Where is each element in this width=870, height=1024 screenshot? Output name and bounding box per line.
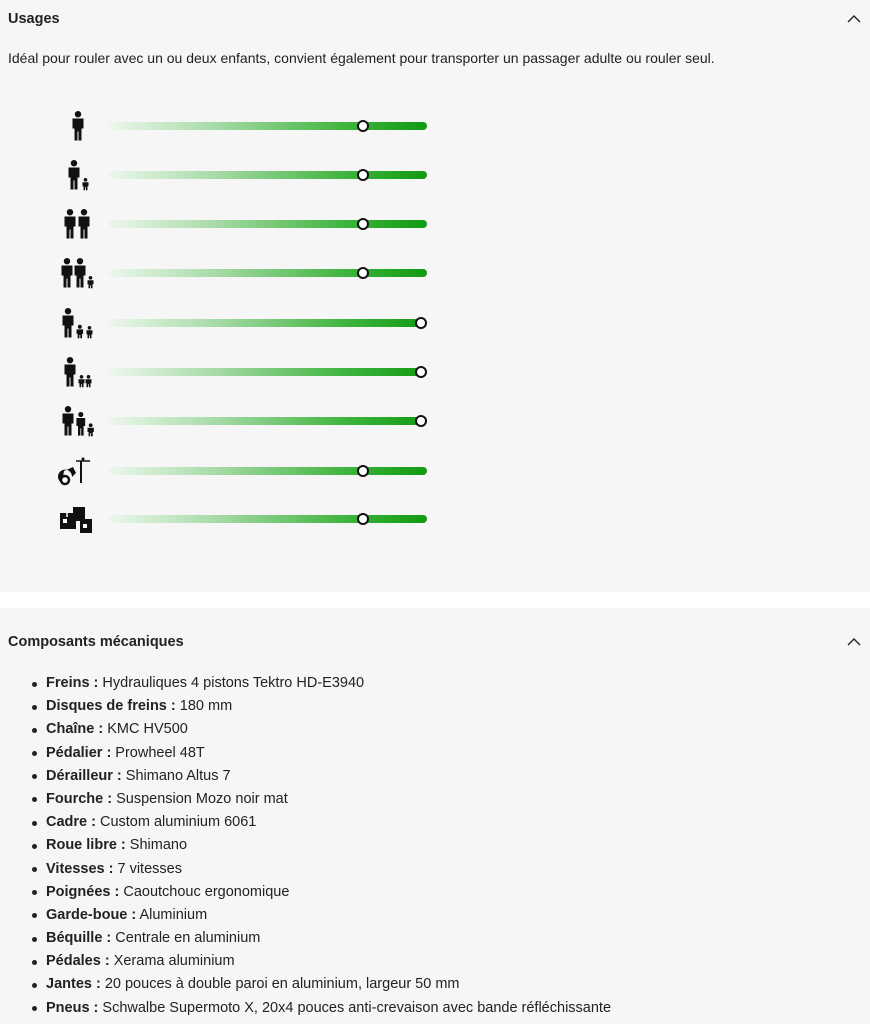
component-value: Xerama aluminium: [109, 953, 235, 970]
usage-row: [56, 159, 436, 191]
component-label: Roue libre :: [46, 837, 126, 854]
component-value: Suspension Mozo noir mat: [112, 790, 288, 807]
child-seat-icon: [56, 455, 98, 487]
component-label: Freins :: [46, 675, 99, 691]
component-item: [46, 788, 611, 811]
adult-with-two-children-icon: [56, 307, 98, 339]
usage-level-marker: [357, 218, 369, 230]
usage-row: [56, 307, 436, 339]
component-label: Pneus :: [46, 999, 99, 1016]
usage-level-marker: [415, 366, 427, 378]
component-label: Jantes :: [46, 976, 101, 993]
adult-with-two-small-children-icon: [56, 356, 98, 388]
single-adult-icon: [56, 110, 98, 142]
composants-title: Composants mécaniques: [8, 634, 184, 650]
component-item: [46, 742, 611, 765]
usage-row: [56, 405, 436, 437]
component-label: Disques de freins :: [46, 698, 176, 715]
usage-row: [56, 503, 436, 535]
component-value: Shimano: [125, 837, 188, 854]
component-value: Schwalbe Supermoto X, 20x4 pouces anti-crevaison avec bande réfléchissante: [98, 999, 612, 1016]
usages-description: Idéal pour rouler avec un ou deux enfants, convient également pour transporter un passager adulte ou rouler seul.: [8, 50, 715, 66]
component-label: Chaîne :: [46, 721, 104, 738]
usage-row: [56, 356, 436, 388]
component-item: [46, 927, 611, 950]
component-item: [46, 672, 611, 695]
component-value: Shimano Altus 7: [121, 767, 231, 784]
usage-level-bar: [108, 171, 427, 179]
adult-with-child-icon: [56, 159, 98, 191]
usage-level-marker: [357, 120, 369, 132]
two-adults-with-child-icon: [56, 257, 98, 289]
component-item: [46, 695, 611, 718]
component-item: [46, 718, 611, 741]
component-value: Aluminium: [136, 906, 208, 923]
component-item: [46, 834, 611, 857]
component-label: Pédales :: [46, 953, 110, 970]
composants-header[interactable]: [8, 632, 862, 652]
component-value: 20 pouces à double paroi en aluminium, largeur 50 mm: [100, 976, 460, 993]
component-item: [46, 904, 611, 927]
usage-level-marker: [357, 267, 369, 279]
usage-row: [56, 455, 436, 487]
component-value: 180 mm: [175, 698, 233, 715]
component-item: [46, 950, 611, 973]
chevron-up-icon[interactable]: [846, 11, 862, 27]
usage-level-marker: [357, 513, 369, 525]
component-label: Fourche :: [46, 790, 113, 807]
usage-row: [56, 110, 436, 142]
component-value: Prowheel 48T: [111, 744, 205, 761]
component-item: [46, 858, 611, 881]
usage-level-bar: [108, 122, 427, 130]
usage-level-marker: [415, 415, 427, 427]
component-value: Custom aluminium 6061: [95, 814, 257, 831]
usage-level-bar: [108, 368, 427, 376]
usage-level-bar: [108, 220, 427, 228]
usage-level-bar: [108, 467, 427, 475]
component-label: Cadre :: [46, 814, 96, 831]
component-label: Vitesses :: [46, 860, 114, 877]
adult-with-children-group-icon: [56, 405, 98, 437]
component-item: [46, 881, 611, 904]
component-value: KMC HV500: [103, 721, 188, 738]
usage-level-bar: [108, 269, 427, 277]
component-label: Dérailleur :: [46, 767, 122, 784]
cargo-boxes-icon: [56, 503, 98, 535]
composants-section: [0, 608, 870, 1024]
usage-level-bar: [108, 515, 427, 523]
usage-level-marker: [415, 317, 427, 329]
usage-level-bar: [108, 417, 427, 425]
components-list: [0, 672, 611, 1020]
usages-header[interactable]: [8, 9, 862, 29]
usage-row: [56, 208, 436, 240]
component-value: Caoutchouc ergonomique: [119, 883, 290, 900]
usage-level-bar: [108, 319, 427, 327]
usage-row: [56, 257, 436, 289]
component-item: [46, 765, 611, 788]
component-value: Centrale en aluminium: [111, 930, 261, 947]
component-item: [46, 973, 611, 996]
component-value: 7 vitesses: [113, 860, 182, 877]
component-label: Pédalier :: [46, 744, 112, 761]
usage-level-marker: [357, 169, 369, 181]
usages-title: Usages: [8, 11, 60, 27]
component-value: Hydrauliques 4 pistons Tektro HD-E3940: [98, 675, 365, 691]
component-label: Garde-boue :: [46, 906, 137, 923]
usage-level-marker: [357, 465, 369, 477]
component-item: [46, 997, 611, 1020]
component-item: [46, 811, 611, 834]
component-label: Béquille :: [46, 930, 112, 947]
two-adults-icon: [56, 208, 98, 240]
component-label: Poignées :: [46, 883, 120, 900]
chevron-up-icon[interactable]: [846, 634, 862, 650]
